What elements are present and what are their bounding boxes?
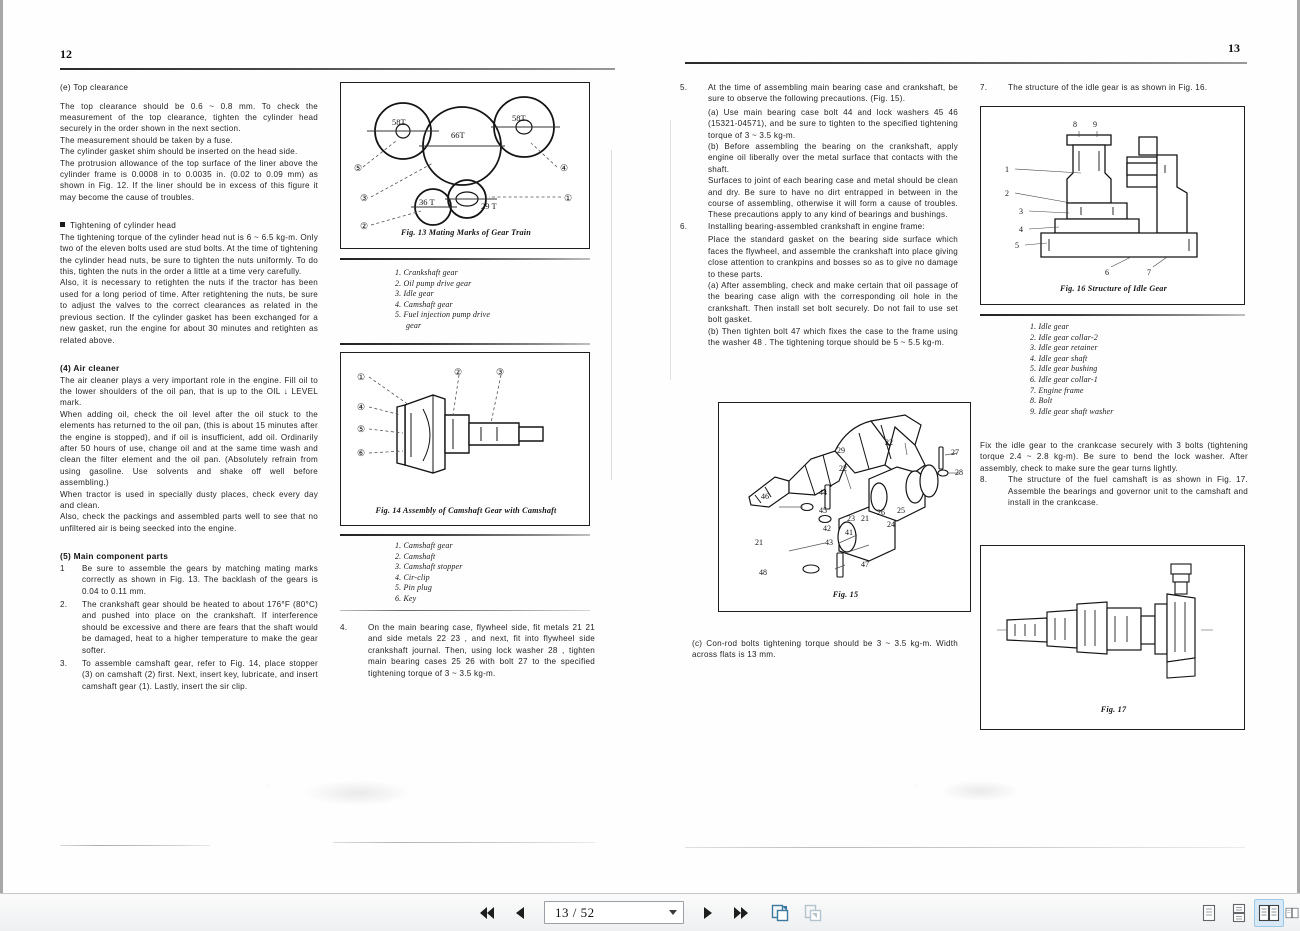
legend-item-cont xyxy=(395,321,490,332)
footer-rule-left-a xyxy=(60,845,210,846)
view-two-page-button[interactable] xyxy=(1254,899,1284,927)
legend-item: 3. Idle gear retainer xyxy=(1030,343,1098,353)
figure-callout: 27 xyxy=(951,448,959,457)
figure-callout: ③ xyxy=(496,367,505,377)
para-tightening-2: Also, it is necessary to retighten the nuts if the tractor has been used for a long period of time. After retightening the nuts, be sure to adjust the valves to the correct clearances as related in the previous section. If the cylinder gasket has been exchanged for a new gasket, run the engine for about 30 minutes and retighten as related above. xyxy=(60,278,318,345)
header-rule-right xyxy=(685,62,1247,64)
continuous-view-icon xyxy=(1230,903,1248,923)
list-item-text: On the main bearing case, flywheel side, fit metals 21 21 and side metals 22 23 , and next, fit into flywheel side crankshaft journal. Then, using lock washer 28 , tighten main bearing cases 25 26 with bolt 27 to the specified tightening torque of 3 ~ 3.5 kg-m. xyxy=(368,623,595,678)
rule-above-item4 xyxy=(340,610,590,611)
figure-callout: 29 xyxy=(837,446,845,455)
scan-edge-line-right xyxy=(670,120,671,380)
fit-width-button[interactable] xyxy=(800,900,826,926)
next-page-button[interactable] xyxy=(695,900,721,926)
para-top-clearance: The top clearance should be 0.6 ~ 0.8 mm. To check the measurement of the top clearance, tighten the cylinder head securely in the order shown in the next section. xyxy=(60,101,318,134)
chevron-down-icon[interactable] xyxy=(669,910,677,915)
figure-15-caption: Fig. 15 xyxy=(832,590,859,599)
legend-item: 1. Camshaft gear xyxy=(395,541,453,550)
view-two-page-continuous-button[interactable] xyxy=(1284,899,1300,927)
figure-callout: 28 xyxy=(955,468,963,477)
figure-callout: 25 xyxy=(897,506,905,515)
figure-callout: 26 xyxy=(877,508,885,517)
figure-callout: ⑥ xyxy=(357,448,366,458)
figure-callout: 47 xyxy=(861,560,869,569)
legend-item: 8. Bolt xyxy=(1030,396,1053,406)
legend-item: 5. Pin plug xyxy=(395,583,432,593)
gear-teeth-label: 66T xyxy=(451,130,465,140)
first-page-icon xyxy=(478,905,496,921)
list-item xyxy=(680,82,958,105)
list-item xyxy=(980,82,1250,93)
para-5c: Surfaces to joint of each bearing case and metal should be clean and dry. Be sure to have no dirt entrapped in between in the course of assembling, otherwise it will form a cause of troubles. These precautions apply to any kind of bearings and bushings. xyxy=(708,176,958,220)
figure-16-caption: Fig. 16 Structure of Idle Gear xyxy=(1060,284,1167,293)
figure-callout: ⑤ xyxy=(354,163,363,173)
list-item-number: 6. xyxy=(680,221,688,231)
figure-callout: 23 xyxy=(847,514,855,523)
figure-callout: 42 xyxy=(823,524,831,533)
page-number-right: 13 xyxy=(1228,41,1240,55)
gear-teeth-label: 29 T xyxy=(481,201,497,211)
list-item-text: The structure of the fuel camshaft is as shown in Fig. 17. Assemble the bearings and governor unit to the camshaft and install in the crankcase. xyxy=(1008,475,1248,508)
para-5a: (a) Use main bearing case bolt 44 and lock washers 45 46 (15321-04571), and be sure to tighten to the specified tightening torque of 3 ~ 3.5 kg-m. xyxy=(708,107,958,140)
legend-item: 2. Oil pump drive gear xyxy=(395,278,472,288)
last-page-icon xyxy=(732,905,750,921)
previous-page-button[interactable] xyxy=(507,900,533,926)
main-parts-list xyxy=(60,563,318,692)
figure-16-legend xyxy=(1030,322,1114,417)
figure-14-camshaft-drawing xyxy=(341,353,589,508)
legend-item: 4. Camshaft gear xyxy=(395,299,453,309)
figure-callout: 5 xyxy=(1015,241,1019,250)
legend-item: 5. Fuel injection pump drive xyxy=(395,310,491,320)
para-6c: (c) Con-rod bolts tightening torque should be 3 ~ 3.5 kg-m. Width across flats is 13 mm. xyxy=(692,639,958,660)
figure-15-box xyxy=(718,402,971,612)
list-item xyxy=(340,622,595,679)
list-item xyxy=(980,474,1248,508)
list-item-number: 1 xyxy=(60,563,65,573)
figure-callout: 1 xyxy=(1005,165,1009,174)
para-fix-idle-gear: Fix the idle gear to the crankcase securely with 3 bolts (tightening torque 2.4 ~ 2.8 kg-m). Be sure to bend the lock washer. After assembly, check to make sure the gear turns lightly. xyxy=(980,441,1248,473)
figure-14-legend xyxy=(395,541,463,605)
page-indicator-value[interactable]: 13 / 52 xyxy=(555,905,595,920)
figure-17-caption: Fig. 17 xyxy=(1100,705,1127,714)
legend-item: 2. Camshaft xyxy=(395,551,436,561)
heading-main-component-parts: (5) Main component parts xyxy=(60,551,169,562)
right-col-2-tail xyxy=(980,440,1248,510)
figure-14-caption: Fig. 14 Assembly of Camshaft Gear with Camshaft xyxy=(375,506,557,515)
legend-item: 4. Cir-clip xyxy=(395,572,430,582)
para-6b: (b) Then tighten bolt 47 which fixes the case to the frame using the washer 48 . The tightening torque should be 5 ~ 5.5 kg-m. xyxy=(708,326,958,347)
para-shim: The cylinder gasket shim should be inserted on the head side. xyxy=(60,147,298,157)
precautions-list xyxy=(680,82,958,105)
figure-14-box xyxy=(340,352,590,526)
left-col-1 xyxy=(60,82,318,694)
figure-callout: 43 xyxy=(825,538,833,547)
scan-edge-line-left xyxy=(611,150,612,480)
figure-callout: 41 xyxy=(845,528,853,537)
square-bullet-icon xyxy=(60,222,65,227)
right-col-1 xyxy=(680,82,958,348)
para-measurement: The measurement should be taken by a fuse. xyxy=(60,135,233,145)
view-single-page-button[interactable] xyxy=(1194,899,1224,927)
legend-item: 1. Idle gear xyxy=(1030,322,1069,331)
list-item-text: Installing bearing-assembled crankshaft in engine frame: xyxy=(708,221,925,231)
figure-callout: ② xyxy=(454,367,463,377)
heading-top-clearance: (e) Top clearance xyxy=(60,83,129,92)
figure-callout: 24 xyxy=(887,520,895,529)
heading-tightening-label: Tightening of cylinder head xyxy=(70,221,177,231)
list-item-number: 8. xyxy=(980,475,988,485)
legend-item: 4. Idle gear shaft xyxy=(1030,353,1088,363)
first-page-button[interactable] xyxy=(474,900,500,926)
idle-gear-list xyxy=(980,82,1250,93)
rule-under-fig14 xyxy=(340,534,590,536)
figure-callout: ① xyxy=(357,372,366,382)
two-page-view-icon xyxy=(1258,903,1280,923)
list-item-text: To assemble camshaft gear, refer to Fig. 14, place stopper (3) on camshaft (2) first. Next, insert key, lubricate, and insert camshaft gear (1). Lastly, insert the sir clip. xyxy=(82,659,318,691)
left-col-2 xyxy=(340,622,595,681)
figure-13-caption: Fig. 13 Mating Marks of Gear Train xyxy=(400,228,531,237)
gear-teeth-label: 58T xyxy=(512,113,526,123)
figure-callout: 44 xyxy=(819,488,827,497)
para-air-1: The air cleaner plays a very important role in the engine. Fill oil to the lower shoulders of the oil pan, that is up to the OIL ↓ LEVEL mark. xyxy=(60,375,318,408)
figure-callout: 45 xyxy=(819,506,827,515)
view-continuous-button[interactable] xyxy=(1224,899,1254,927)
figure-callout: 48 xyxy=(759,568,767,577)
list-item-number: 5. xyxy=(680,83,688,92)
legend-item: 6. Key xyxy=(395,593,417,603)
list-item-text: The structure of the idle gear is as shown in Fig. 16. xyxy=(1008,83,1208,92)
figure-callout: 46 xyxy=(761,492,769,501)
legend-item: 3. Idle gear xyxy=(395,289,434,299)
fit-width-icon xyxy=(803,904,823,922)
rule-under-fig16 xyxy=(980,314,1245,316)
view-layout-group xyxy=(1194,894,1300,931)
heading-tightening-cylinder-head xyxy=(60,220,318,232)
legend-item: 1. Crankshaft gear xyxy=(395,268,458,277)
para-air-2: When adding oil, check the oil level after the oil stuck to the elements has returned to the oil pan, (this is about 15 minutes after the engine is stopped), and if oil is insufficient, add oil. Ordinarily after 50 hours of use, change oil and at the same time wash and clean the filter element and the oil pan. (Absolutely refrain from using gasoline. Use solvents and shake off well before assembling.) xyxy=(60,409,318,488)
bottom-toolbar xyxy=(0,893,1300,931)
figure-16-idle-gear-drawing xyxy=(981,107,1244,283)
fit-page-icon xyxy=(770,904,790,922)
single-page-view-icon xyxy=(1200,903,1218,923)
fit-page-button[interactable] xyxy=(767,900,793,926)
figure-callout: 7 xyxy=(1147,268,1151,277)
last-page-button[interactable] xyxy=(728,900,754,926)
install-crankshaft-list xyxy=(680,221,958,232)
rule-under-fig13 xyxy=(340,258,590,260)
figure-16-box xyxy=(980,106,1245,305)
para-air-4: Also, check the packings and assembled parts well to see that no unfiltered air is being seecked into the engine. xyxy=(60,512,318,533)
legend-item: 9. Idle gear shaft washer xyxy=(1030,406,1114,416)
list-item xyxy=(60,658,318,692)
list-item xyxy=(680,221,958,232)
figure-callout: 4 xyxy=(1019,225,1023,234)
list-item-text: Be sure to assemble the gears by matching mating marks correctly as shown in Fig. 13. The backlash of the gears is 0.04 to 0.11 mm. xyxy=(82,563,318,596)
list-item-text: The crankshaft gear should be heated to about 176°F (80°C) and pushed into place on the crankshaft. If interference should be excessive and there are fears that the shaft would be damaged, heat to a higher temperature to make the gear softer. xyxy=(82,600,318,655)
para-protrusion: The protrusion allowance of the top surface of the liner above the cylinder frame is 0.0008 in to 0.0035 in. (0.02 to 0.09 mm) as shown in Fig. 12. If the liner should be in excess of this figure it may become the cause of troubles. xyxy=(60,158,318,202)
list-item-number: 2. xyxy=(60,600,68,609)
figure-callout: 2 xyxy=(1005,189,1009,198)
legend-item-cont-text: gear xyxy=(406,320,422,330)
header-rule-left xyxy=(60,68,615,70)
previous-page-icon xyxy=(513,905,527,921)
figure-13-gear-train-drawing xyxy=(341,83,589,231)
list-item xyxy=(60,563,318,597)
gear-teeth-label: 58T xyxy=(392,117,406,127)
next-page-icon xyxy=(701,905,715,921)
rule-above-fig14 xyxy=(340,343,590,345)
figure-callout: 3 xyxy=(1019,207,1023,216)
figure-17-fuel-camshaft-drawing xyxy=(981,546,1244,706)
right-col-2 xyxy=(980,82,1250,95)
figure-callout: ④ xyxy=(560,163,569,173)
figure-callout: ① xyxy=(564,193,573,203)
right-col-1-tail xyxy=(680,638,958,661)
para-6-body: Place the standard gasket on the bearing side surface which faces the flywheel, and assemble the crankshaft into place giving close attention to crankpins and bosses so as to give no damage to these parts. xyxy=(708,235,958,279)
figure-callout: 21 xyxy=(861,514,869,523)
figure-callout: 21 xyxy=(755,538,763,547)
figure-17-box xyxy=(980,545,1245,730)
figure-13-legend xyxy=(395,268,490,332)
figure-callout: 9 xyxy=(1093,120,1097,129)
footer-rule-right xyxy=(685,847,1245,848)
fuel-camshaft-list xyxy=(980,474,1248,508)
legend-item: 3. Camshaft stopper xyxy=(395,562,463,572)
figure-callout: ⑤ xyxy=(357,424,366,434)
bearing-case-list xyxy=(340,622,595,679)
para-6a: (a) After assembling, check and make certain that oil passage of the bearing case align with the corresponding oil hole in the crankshaft. Then install set bolt securely. Do not fail to use set bolt gasket. xyxy=(708,280,958,325)
footer-rule-left-b xyxy=(333,842,595,843)
para-5b: (b) Before assembling the bearing on the crankshaft, apply engine oil liberally over the metal surface that contacts with the shaft. xyxy=(708,142,958,174)
figure-callout: 22 xyxy=(885,438,893,447)
list-item-number: 7. xyxy=(980,83,988,92)
list-item xyxy=(60,599,318,656)
list-item-number: 3. xyxy=(60,659,68,669)
page-navigation-group xyxy=(474,900,826,926)
figure-callout: ③ xyxy=(360,193,369,203)
figure-callout: 6 xyxy=(1105,268,1109,277)
para-air-3: When tractor is used in specially dusty places, check every day and clean. xyxy=(60,489,318,510)
figure-callout: ② xyxy=(360,221,369,231)
figure-callout: 22 xyxy=(839,464,847,473)
figure-callout: 8 xyxy=(1073,120,1077,129)
two-page-continuous-view-icon xyxy=(1285,903,1299,923)
page-number-input[interactable] xyxy=(544,901,684,924)
legend-item: 2. Idle gear collar-2 xyxy=(1030,332,1098,342)
page-left[interactable] xyxy=(3,0,650,893)
gear-teeth-label: 36 T xyxy=(419,197,435,207)
figure-15-crankshaft-drawing xyxy=(719,403,970,589)
legend-item: 7. Engine frame xyxy=(1030,385,1084,395)
heading-air-cleaner: (4) Air cleaner xyxy=(60,362,120,373)
list-item-number: 4. xyxy=(340,623,348,632)
figure-callout: ④ xyxy=(357,402,366,412)
figure-13-box xyxy=(340,82,590,249)
legend-item: 5. Idle gear bushing xyxy=(1030,364,1098,374)
page-right[interactable] xyxy=(650,0,1297,893)
page-number-left: 12 xyxy=(60,47,72,61)
list-item-text: At the time of assembling main bearing case and crankshaft, be sure to observe the following precautions. (Fig. 15). xyxy=(708,83,958,104)
legend-item: 6. Idle gear collar-1 xyxy=(1030,374,1098,384)
para-tightening-1: The tightening torque of the cylinder head nut is 6 ~ 6.5 kg-m. Only two of the eleven bolts used are stud bolts. At the time of tightening the cylinder head nuts, be sure to tighten the nuts uniformly. To do this, tighten the nuts in the order a little at a time very carefully. xyxy=(60,232,318,277)
